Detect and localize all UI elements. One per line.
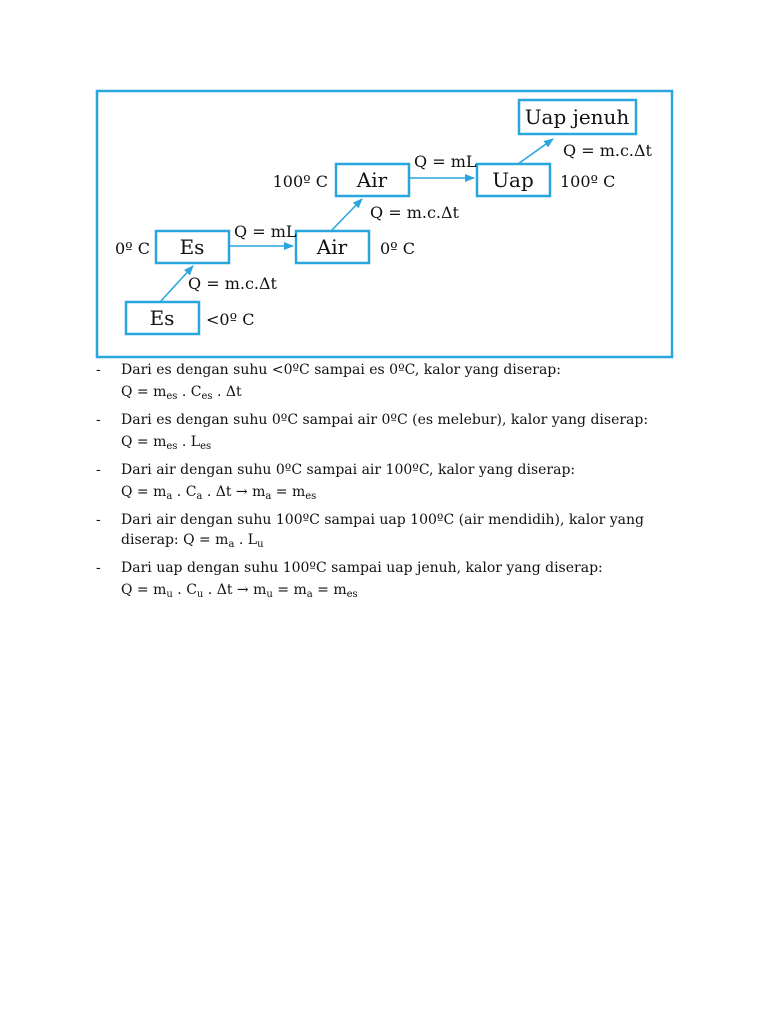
list-item <box>94 510 694 550</box>
bullet-dash: - <box>96 412 101 428</box>
list-item <box>94 558 694 600</box>
box-es-bottom-label: Es <box>149 306 175 330</box>
list-item <box>94 360 694 402</box>
step-text: Dari uap dengan suhu 100ºC sampai uap jenuh, kalor yang diserap: <box>121 560 603 576</box>
arrow-uap-to-jenuh <box>518 139 553 164</box>
bullet-dash: - <box>96 362 101 378</box>
temp-air-mid: 0º C <box>380 239 416 258</box>
step-text: Dari air dengan suhu 100ºC sampai uap 100ºC (air mendidih), kalor yang diserap: $Q = m_a$ . $L_u$ <box>121 512 645 550</box>
box-uap-label: Uap <box>492 168 534 192</box>
bullet-dash: - <box>96 560 101 576</box>
phase-change-diagram <box>0 0 768 360</box>
heat-steps-list <box>94 360 694 608</box>
temp-uap: 100º C <box>560 172 616 191</box>
step-formula: $Q = m_u$ . $C_u$ . $\Delta t \to m_u = m_a = m_{es}$ <box>121 582 358 600</box>
arrow-label-air-to-air: Q = m.c.Δt <box>370 203 459 222</box>
step-formula: $Q = m_a$ . $C_a$ . $\Delta t \to m_a = m_{es}$ <box>121 484 317 502</box>
step-formula: $Q = m_{es}$ . $C_{es}$ . Δt <box>121 384 242 402</box>
step-text: Dari es dengan suhu <0ºC sampai es 0ºC, kalor yang diserap: <box>121 362 561 378</box>
bullet-dash: - <box>96 462 101 478</box>
arrow-label-air-to-uap: Q = mL <box>414 152 477 171</box>
box-air-mid-label: Air <box>316 235 348 259</box>
arrow-label-es-to-air: Q = mL <box>234 222 297 241</box>
temp-air-top: 100º C <box>272 172 328 191</box>
step-text: Dari air dengan suhu 0ºC sampai air 100ºC, kalor yang diserap: <box>121 462 576 478</box>
list-item <box>94 460 694 502</box>
arrow-label-es-to-es: Q = m.c.Δt <box>188 274 277 293</box>
box-uap-jenuh-label: Uap jenuh <box>524 105 630 129</box>
bullet-dash: - <box>96 512 101 528</box>
box-es-mid-label: Es <box>179 235 205 259</box>
arrow-label-uap-to-jenuh: Q = m.c.Δt <box>563 141 652 160</box>
step-text: Dari es dengan suhu 0ºC sampai air 0ºC (es melebur), kalor yang diserap: <box>121 412 649 428</box>
box-air-top-label: Air <box>356 168 388 192</box>
step-formula: $Q = m_{es}$ . $L_{es}$ <box>121 434 212 452</box>
temp-es-mid: 0º C <box>114 239 150 258</box>
list-item <box>94 410 694 452</box>
arrow-air-to-air <box>331 199 362 231</box>
temp-es-bottom: <0º C <box>206 310 255 329</box>
